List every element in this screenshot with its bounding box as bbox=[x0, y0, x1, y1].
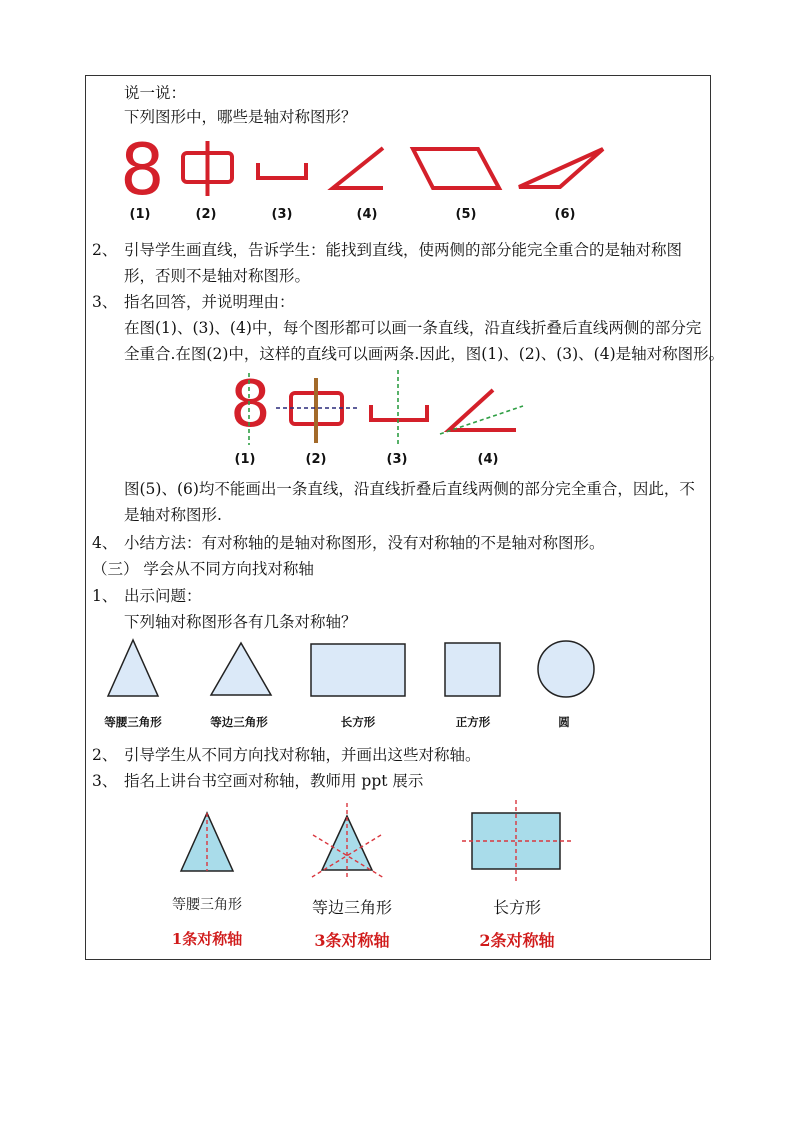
para-56-line-1: 图(5)、(6)均不能画出一条直线，沿直线折叠后直线两侧的部分完全重合，因此，不 bbox=[124, 480, 695, 498]
step-3-line-2: 在图(1)、(3)、(4)中，每个图形都可以画一条直线，沿直线折叠后直线两侧的部分完 bbox=[124, 319, 702, 337]
count-rectangle-axes: 2条对称轴 bbox=[479, 931, 555, 950]
step-4-text: 小结方法：有对称轴的是轴对称图形，没有对称轴的不是轴对称图形。 bbox=[124, 534, 605, 552]
label-2-1: (1) bbox=[234, 452, 256, 467]
step-2b-text: 引导学生从不同方向找对称轴，并画出这些对称轴。 bbox=[124, 746, 481, 764]
label-4: (4) bbox=[356, 207, 378, 222]
label-1: (1) bbox=[129, 207, 151, 222]
step-2-line-1: 引导学生画直线，告诉学生：能找到直线，使两侧的部分能完全重合的是轴对称图 bbox=[124, 241, 683, 259]
step-2b-number: 2、 bbox=[92, 746, 118, 764]
section-title-say: 说一说： bbox=[124, 84, 187, 102]
step-3b-number: 3、 bbox=[92, 772, 118, 790]
label-6: (6) bbox=[554, 207, 576, 222]
step-2-line-2: 形，否则不是轴对称图形。 bbox=[124, 267, 311, 285]
count-isosceles-axes: 1条对称轴 bbox=[171, 930, 243, 948]
step-4-number: 4、 bbox=[92, 534, 118, 552]
step-2-number: 2、 bbox=[92, 241, 118, 259]
step-3-line-1: 指名回答，并说明理由： bbox=[124, 293, 295, 311]
step-3-line-3: 全重合.在图(2)中，这样的直线可以画两条.因此，图(1)、(2)、(3)、(4)是轴对称图形。 bbox=[124, 345, 725, 363]
question-which-symmetric: 下列图形中，哪些是轴对称图形？ bbox=[124, 108, 357, 126]
label-2-2: (2) bbox=[305, 452, 327, 467]
step-3-number: 3、 bbox=[92, 293, 118, 311]
label-5: (5) bbox=[455, 207, 477, 222]
caption-rectangle: 长方形 bbox=[492, 898, 541, 917]
label-rectangle: 长方形 bbox=[340, 715, 376, 729]
para-56-line-2: 是轴对称图形. bbox=[124, 506, 222, 524]
step-3b-text: 指名上讲台书空画对称轴，教师用 ppt 展示 bbox=[124, 772, 424, 790]
label-isosceles-triangle: 等腰三角形 bbox=[104, 715, 162, 729]
label-2-4: (4) bbox=[477, 452, 499, 467]
section-3-title: （三） 学会从不同方向找对称轴 bbox=[92, 560, 314, 578]
label-equilateral-triangle: 等边三角形 bbox=[210, 715, 268, 729]
step-1b-line-1: 出示问题： bbox=[124, 587, 202, 605]
label-2-3: (3) bbox=[386, 452, 408, 467]
digit-eight-with-axis: 8 bbox=[230, 368, 271, 442]
label-3: (3) bbox=[271, 207, 293, 222]
step-1b-line-2: 下列轴对称图形各有几条对称轴？ bbox=[124, 613, 357, 631]
caption-isosceles-triangle: 等腰三角形 bbox=[172, 897, 242, 913]
label-square: 正方形 bbox=[455, 715, 491, 729]
label-circle: 圆 bbox=[558, 715, 570, 729]
digit-eight-figure: 8 bbox=[120, 129, 165, 211]
step-1b-number: 1、 bbox=[92, 587, 118, 605]
caption-equilateral-triangle: 等边三角形 bbox=[311, 898, 392, 917]
label-2: (2) bbox=[195, 207, 217, 222]
count-equilateral-axes: 3条对称轴 bbox=[314, 931, 390, 950]
